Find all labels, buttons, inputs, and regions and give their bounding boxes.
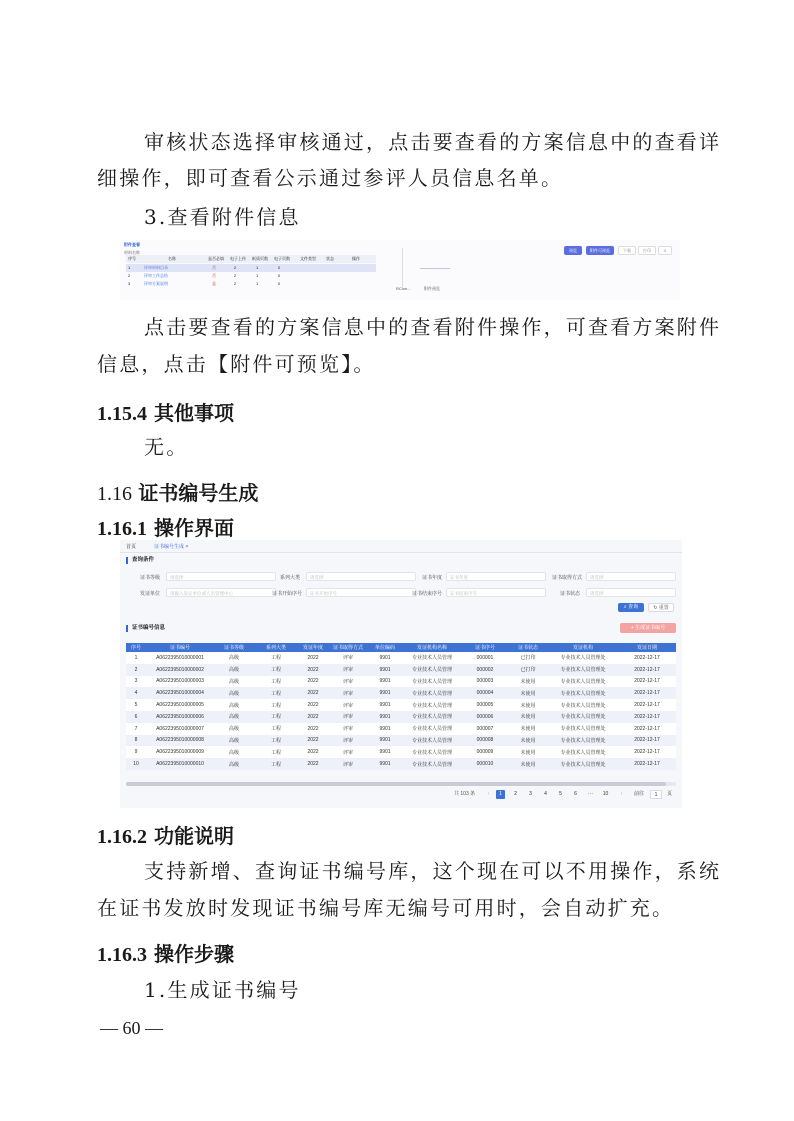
table-cell: 2022 (298, 687, 328, 699)
table-cell: 专业技术人员管理 (402, 652, 462, 664)
step-label: 3.查看附件信息 (144, 205, 301, 229)
close-button[interactable]: X (658, 246, 672, 255)
filter-label: 证书开始序号 (272, 591, 303, 597)
col-header: 发证日期 (618, 643, 676, 652)
page-button[interactable]: 5 (559, 791, 562, 797)
attachment-screenshot (120, 240, 680, 300)
table-cell: 高级 (214, 711, 254, 723)
table-row[interactable] (126, 652, 676, 664)
table-cell: 专业技术人员管理 (402, 664, 462, 676)
table-cell: 2022-12-17 (618, 746, 676, 758)
table-cell: 2022-12-17 (618, 735, 676, 747)
generate-button-label: 生成证书编号 (635, 625, 666, 631)
table-cell: 3 (126, 676, 146, 688)
table-cell: 9901 (368, 758, 402, 770)
table-cell: 2022-12-17 (618, 664, 676, 676)
table-cell: 000005 (462, 699, 508, 711)
table-cell: 专业技术人员管理 (402, 758, 462, 770)
download-button[interactable]: 下载 (618, 246, 636, 255)
bottom-right-label: 附件预览 (424, 286, 440, 291)
table-cell: 评审 (328, 652, 368, 664)
col-header: 证书编号 (146, 643, 214, 652)
goto-page-input[interactable]: 1 (650, 790, 662, 799)
query-section-title: 查询条件 (126, 557, 154, 564)
table-cell: 7 (126, 723, 146, 735)
table-cell: 评审 (328, 746, 368, 758)
attachment-preview-button[interactable]: 附件可预览 (586, 246, 614, 255)
table-cell: A0622395010000002 (146, 664, 214, 676)
table-cell: 专业技术人员管理 (402, 723, 462, 735)
body-text: 无。 (144, 435, 189, 459)
table-cell: 评审 (328, 735, 368, 747)
page-button[interactable]: 6 (574, 791, 577, 797)
plus-icon: + (630, 625, 634, 631)
body-text: 点击要查看的方案信息中的查看附件操作，可查看方案附件 (144, 315, 722, 339)
table-cell: 9901 (368, 699, 402, 711)
filter-label: 证书状态 (560, 591, 581, 597)
table-row[interactable] (126, 735, 676, 747)
query-button-label: 查询 (628, 604, 639, 610)
col-header: 证书状态 (508, 643, 548, 652)
table-cell: 专业技术人员管理处 (548, 676, 618, 688)
bottom-left-label: RCom... (396, 286, 411, 291)
table-cell: 未使用 (508, 676, 548, 688)
table-cell: 4 (126, 687, 146, 699)
table-cell: 高级 (214, 758, 254, 770)
table-cell: 工程 (254, 746, 298, 758)
filter-label: 证书年度 (422, 575, 443, 581)
col-header: 电子上传 (230, 256, 246, 261)
table-cell: 9901 (368, 746, 402, 758)
table-cell: 评审 (328, 758, 368, 770)
col-header: 发证机构 (548, 643, 618, 652)
table-cell: 工程 (254, 735, 298, 747)
reset-button[interactable] (648, 603, 674, 612)
page-ellipsis[interactable]: ··· (588, 791, 593, 797)
table-cell: 9 (126, 746, 146, 758)
table-row[interactable] (126, 664, 676, 676)
table-cell: 000008 (462, 735, 508, 747)
page-button[interactable]: 10 (602, 791, 609, 797)
heading-number: 1.16.2 (97, 826, 147, 848)
heading-text: 操作界面 (153, 516, 234, 540)
end-no-input[interactable]: 证书结束序号 (446, 588, 546, 597)
table-cell: 2022 (298, 735, 328, 747)
table-cell: 未使用 (508, 746, 548, 758)
table-cell: 评审 (328, 711, 368, 723)
table-cell: 已打印 (508, 652, 548, 664)
table-row[interactable]: 1 评审材料目录 否 2 1 0 (126, 264, 376, 272)
table-cell: 专业技术人员管理处 (548, 652, 618, 664)
table-cell: 工程 (254, 758, 298, 770)
section-heading (97, 512, 234, 541)
table-cell: 2022 (298, 652, 328, 664)
table-cell: 专业技术人员管理处 (548, 746, 618, 758)
table-cell: 评审 (328, 699, 368, 711)
table-cell: A0622395010000007 (146, 723, 214, 735)
page-button[interactable]: 2 (514, 791, 517, 797)
table-cell: 9901 (368, 652, 402, 664)
table-cell: 评审 (328, 723, 368, 735)
table-cell: 高级 (214, 652, 254, 664)
table-cell: 工程 (254, 687, 298, 699)
heading-number: 1.16.3 (97, 944, 147, 966)
divider (402, 248, 419, 288)
preview-area (420, 258, 450, 269)
table-cell: A0622395010000010 (146, 758, 214, 770)
body-text: 信息，点击【附件可预览】。 (97, 352, 376, 376)
table-cell: 2022-12-17 (618, 687, 676, 699)
filter-label: 证书等级 (140, 575, 161, 581)
tab-cert-number[interactable]: 证书编号生成 × (154, 544, 189, 550)
filter-label: 证书结束序号 (412, 591, 443, 597)
table-cell: A0622395010000008 (146, 735, 214, 747)
col-header: 是否必填 (208, 256, 224, 261)
heading-text: 证书编号生成 (138, 481, 259, 505)
table-cell: 9901 (368, 687, 402, 699)
table-cell: 工程 (254, 664, 298, 676)
cert-number-table (126, 643, 676, 770)
col-header: 名称 (168, 256, 176, 261)
col-header: 发证机构名称 (402, 643, 462, 652)
page-number: — 60 — (100, 1018, 163, 1038)
table-cell: 评审 (328, 676, 368, 688)
screenshot-title: 附件查看 (124, 242, 140, 247)
body-text: 细操作，即可查看公示通过参评人员信息名单。 (97, 166, 564, 190)
table-cell: 2022-12-17 (618, 676, 676, 688)
table-cell: 9901 (368, 735, 402, 747)
table-row[interactable] (126, 723, 676, 735)
table-cell: A0622395010000004 (146, 687, 214, 699)
filter-label: 证书取得方式 (552, 575, 583, 581)
table-cell: 未使用 (508, 758, 548, 770)
table-cell: 未使用 (508, 687, 548, 699)
table-cell: 评审 (328, 664, 368, 676)
table-cell: 已打印 (508, 664, 548, 676)
col-header: 证书等级 (214, 643, 254, 652)
table-header-row (126, 643, 676, 652)
table-cell: 2022-12-17 (618, 699, 676, 711)
body-text: 支持新增、查询证书编号库，这个现在可以不用操作，系统 (144, 859, 722, 883)
table-row[interactable] (126, 746, 676, 758)
refresh-icon: ↻ (653, 605, 658, 611)
table-cell: 专业技术人员管理处 (548, 699, 618, 711)
heading-text: 功能说明 (153, 824, 234, 848)
col-header: 电子页数 (274, 256, 290, 261)
issue-mode-select[interactable]: 请选择 (586, 572, 676, 581)
heading-text: 操作步骤 (153, 942, 234, 966)
section-heading (97, 820, 234, 849)
table-cell: 未使用 (508, 711, 548, 723)
col-header: 序号 (126, 643, 146, 652)
table-cell: 6 (126, 711, 146, 723)
table-cell: 9901 (368, 711, 402, 723)
table-cell: 高级 (214, 723, 254, 735)
series-select[interactable]: 请选择 (306, 572, 416, 581)
table-cell: 专业技术人员管理 (402, 711, 462, 723)
table-cell: 2 (126, 664, 146, 676)
table-cell: 专业技术人员管理 (402, 699, 462, 711)
section-heading (97, 397, 234, 426)
horizontal-scrollbar[interactable] (126, 782, 676, 786)
table-cell: 工程 (254, 711, 298, 723)
pagination-total: 共 103 条 (454, 791, 476, 797)
step-label: 1.生成证书编号 (144, 978, 301, 1002)
table-cell: A0622395010000003 (146, 676, 214, 688)
table-cell: 2022 (298, 699, 328, 711)
cert-year-input[interactable]: 证书年度 (446, 572, 546, 581)
section-heading (97, 477, 258, 506)
table-cell: 高级 (214, 746, 254, 758)
table-cell: 10 (126, 758, 146, 770)
table-cell: 专业技术人员管理处 (548, 758, 618, 770)
start-no-input[interactable]: 证书开始序号 (306, 588, 416, 597)
table-cell: 高级 (214, 687, 254, 699)
query-button[interactable] (618, 603, 644, 612)
attachment-table-header (126, 255, 376, 263)
table-cell: 评审 (328, 687, 368, 699)
preview-button[interactable]: 预览 (564, 246, 582, 255)
table-row[interactable] (126, 687, 676, 699)
table-cell: 未使用 (508, 723, 548, 735)
table-cell: 专业技术人员管理 (402, 735, 462, 747)
table-cell: A0622395010000009 (146, 746, 214, 758)
table-row[interactable] (126, 676, 676, 688)
table-cell: 1 (126, 652, 146, 664)
table-cell: 000003 (462, 676, 508, 688)
table-row[interactable] (126, 711, 676, 723)
table-cell: 工程 (254, 723, 298, 735)
table-cell: 000006 (462, 711, 508, 723)
table-cell: 000009 (462, 746, 508, 758)
table-cell: 专业技术人员管理 (402, 746, 462, 758)
table-cell: 000004 (462, 687, 508, 699)
table-cell: 000007 (462, 723, 508, 735)
body-text: 在证书发放时发现证书编号库无编号可用时，会自动扩充。 (97, 896, 675, 920)
table-cell: 8 (126, 735, 146, 747)
screenshot-subtitle: 材料名称 (124, 250, 140, 255)
table-cell: 9901 (368, 664, 402, 676)
table-cell: 高级 (214, 699, 254, 711)
table-cell: 未使用 (508, 699, 548, 711)
generate-cert-number-button[interactable] (620, 623, 676, 633)
table-cell: A0622395010000006 (146, 711, 214, 723)
table-cell: 9901 (368, 723, 402, 735)
table-cell: 000010 (462, 758, 508, 770)
col-header: 操作 (352, 256, 360, 261)
col-header: 证书序号 (462, 643, 508, 652)
table-cell: 2022 (298, 758, 328, 770)
table-cell: 2022-12-17 (618, 711, 676, 723)
table-row[interactable] (126, 758, 676, 770)
table-cell: 2022-12-17 (618, 758, 676, 770)
heading-number: 1.16 (97, 483, 132, 505)
table-cell: 工程 (254, 699, 298, 711)
page-suffix: 页 (666, 791, 672, 797)
info-section-title: 证书编号信息 (126, 625, 165, 632)
table-cell: 5 (126, 699, 146, 711)
filter-label: 发证单位 (140, 591, 161, 597)
print-button[interactable]: 打印 (638, 246, 656, 255)
table-cell: 2022 (298, 723, 328, 735)
page-button[interactable]: 3 (529, 791, 532, 797)
search-icon: ⌕ (623, 604, 627, 610)
table-cell: 专业技术人员管理 (402, 687, 462, 699)
table-row[interactable]: 3 评审方案说明 是 2 1 0 (128, 281, 281, 286)
page-button[interactable]: 4 (544, 791, 547, 797)
table-cell: A0622395010000005 (146, 699, 214, 711)
table-cell: 专业技术人员管理 (402, 676, 462, 688)
heading-number: 1.15.4 (97, 403, 147, 425)
table-cell: 专业技术人员管理处 (548, 711, 618, 723)
col-header: 文件类型 (300, 256, 316, 261)
col-header: 单位编码 (368, 643, 402, 652)
col-header: 发证年度 (298, 643, 328, 652)
table-cell: 专业技术人员管理处 (548, 735, 618, 747)
table-cell: 2022 (298, 676, 328, 688)
prev-page-icon[interactable]: ‹ (487, 791, 490, 797)
goto-label: 前往 (634, 791, 645, 797)
reset-button-label: 重置 (658, 605, 669, 611)
col-header: 状态 (326, 256, 334, 261)
issuer-input[interactable]: 请输入发证单位或人员管理中心 (166, 588, 276, 597)
body-text: 审核状态选择审核通过，点击要查看的方案信息中的查看详 (144, 130, 722, 154)
filter-label: 系列大类 (280, 575, 301, 581)
heading-number: 1.16.1 (97, 518, 147, 540)
table-row[interactable]: 2 评审工作总结 否 2 1 0 (128, 273, 281, 278)
table-cell: 2022 (298, 664, 328, 676)
cert-level-select[interactable]: 请选择 (166, 572, 276, 581)
col-header: 纸质页数 (252, 256, 268, 261)
table-cell: 专业技术人员管理处 (548, 664, 618, 676)
section-heading (97, 938, 234, 967)
table-cell: 专业技术人员管理处 (548, 723, 618, 735)
table-cell: 2022-12-17 (618, 652, 676, 664)
table-cell: 工程 (254, 676, 298, 688)
table-cell: 9901 (368, 676, 402, 688)
table-row[interactable] (126, 699, 676, 711)
divider (120, 552, 682, 553)
table-cell: 专业技术人员管理处 (548, 687, 618, 699)
cert-number-screenshot (120, 540, 682, 808)
col-header: 系列大类 (254, 643, 298, 652)
table-cell: 2022-12-17 (618, 723, 676, 735)
table-cell: 2022 (298, 746, 328, 758)
next-page-icon[interactable]: › (620, 791, 623, 797)
table-cell: 000001 (462, 652, 508, 664)
col-header: 序号 (128, 256, 136, 261)
table-cell: 000002 (462, 664, 508, 676)
table-cell: 工程 (254, 652, 298, 664)
table-cell: 未使用 (508, 735, 548, 747)
col-header: 证书取得方式 (328, 643, 368, 652)
scrollbar-thumb[interactable] (126, 782, 666, 786)
table-cell: 高级 (214, 664, 254, 676)
page-button[interactable]: 1 (496, 790, 505, 799)
table-cell: 高级 (214, 676, 254, 688)
table-cell: 高级 (214, 735, 254, 747)
status-select[interactable]: 请选择 (586, 588, 676, 597)
breadcrumb-home[interactable]: 首页 (126, 544, 137, 550)
table-cell: 2022 (298, 711, 328, 723)
heading-text: 其他事项 (153, 401, 234, 425)
table-cell: A0622395010000001 (146, 652, 214, 664)
